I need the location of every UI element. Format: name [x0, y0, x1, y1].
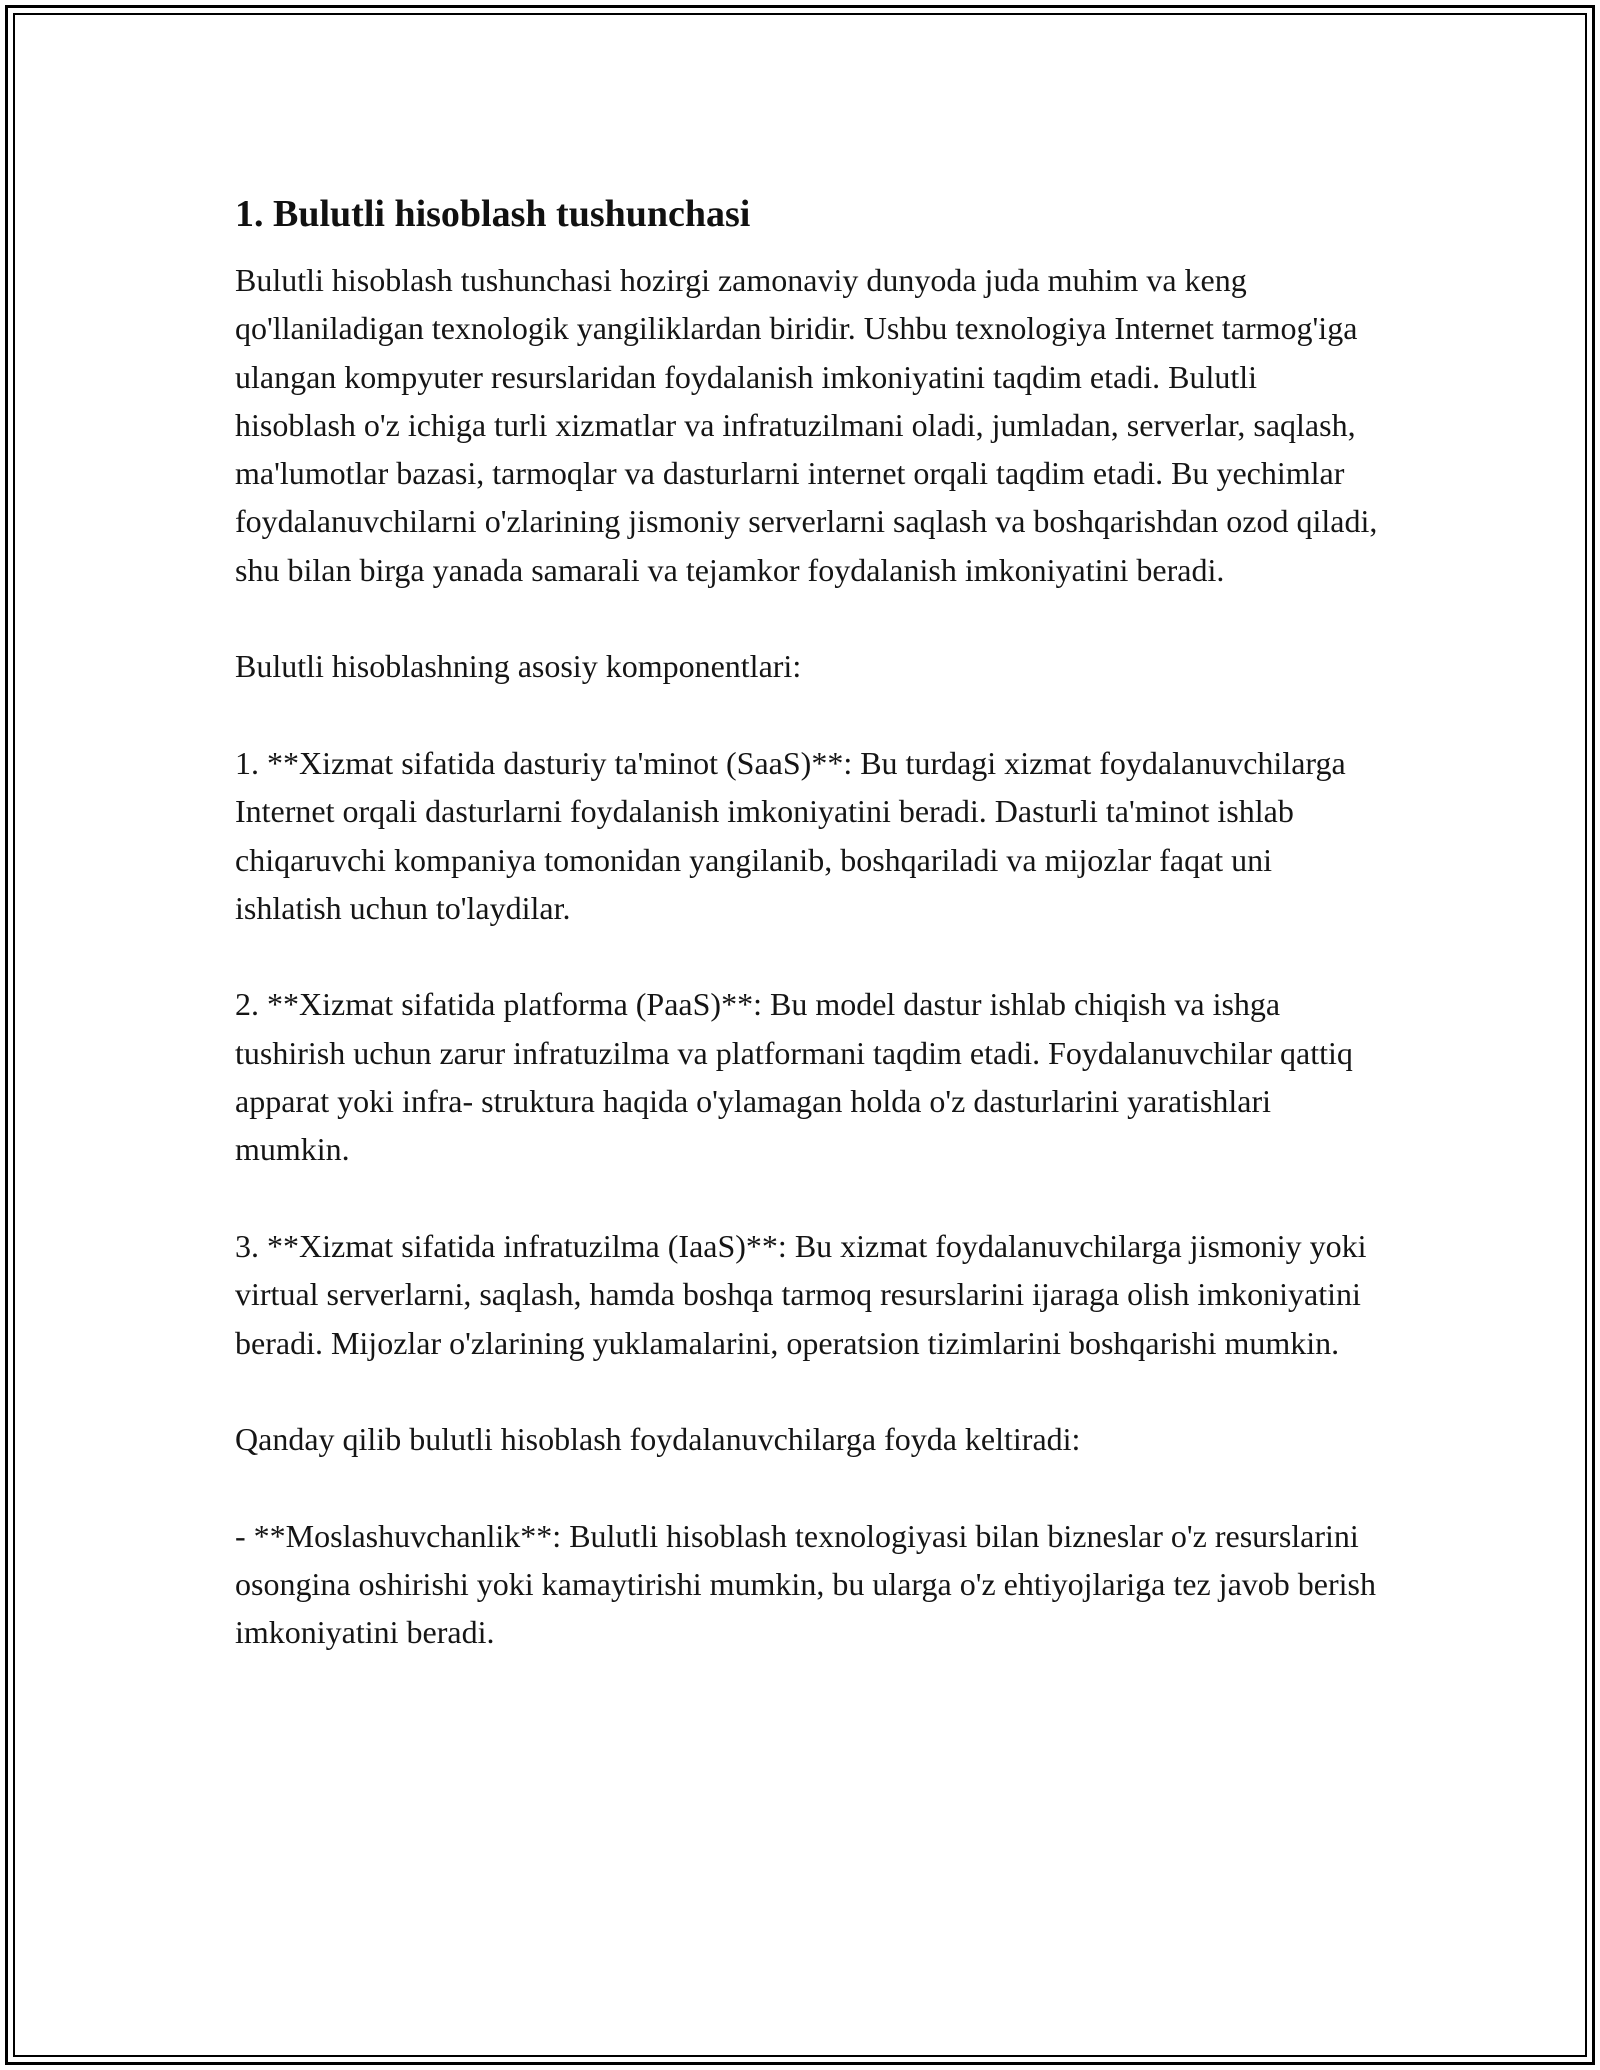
- list-item-saas: 1. **Xizmat sifatida dasturiy ta'minot (SaaS)**: Bu turdagi xizmat foydalanuvchilarga Internet orqali dasturlarni foydalanish imkoniyatini beradi. Dasturli ta'minot ishlab chiqaruvchi kompaniya tomonidan yangilanib, boshqariladi va mijozlar faqat uni ishlatish uchun to'laydilar.: [235, 744, 1346, 926]
- paragraph-spacer: [235, 1463, 1385, 1511]
- paragraph-spacer: [235, 1174, 1385, 1222]
- document-title: 1. Bulutli hisoblash tushunchasi: [235, 193, 751, 235]
- paragraph-spacer: [235, 691, 1385, 739]
- paragraph-spacer: [235, 594, 1385, 642]
- benefits-heading: Qanday qilib bulutli hisoblash foydalanuvchilarga foyda keltiradi:: [235, 1421, 1081, 1458]
- list-item-iaas: 3. **Xizmat sifatida infratuzilma (IaaS)**: Bu xizmat foydalanuvchilarga jismoniy yoki virtual serverlarni, saqlash, hamda boshqa tarmoq resurslarini ijaraga olish imkoniyatini beradi. Mijozlar o'zlarining yuklamalarini, operatsion tizimlarini boshqarishi mumkin.: [235, 1227, 1367, 1361]
- benefit-flexibility: - **Moslashuvchanlik**: Bulutli hisoblash texnologiyasi bilan bizneslar o'z resurslarini osongina oshirishi yoki kamaytirishi mumkin, bu ularga o'z ehtiyojlariga tez javob berish imkoniyatini beradi.: [235, 1517, 1376, 1651]
- document-body: [235, 186, 1385, 1657]
- paragraph-spacer: [235, 1367, 1385, 1415]
- paragraph-spacer: [235, 932, 1385, 980]
- list-item-paas: 2. **Xizmat sifatida platforma (PaaS)**: Bu model dastur ishlab chiqish va ishga tushirish uchun zarur infratuzilma va platformani taqdim etadi. Foydalanuvchilar qattiq apparat yoki infra- struktura haqida o'ylamagan holda o'z dasturlarini yaratishlari mumkin.: [235, 986, 1353, 1168]
- components-heading: Bulutli hisoblashning asosiy komponentlari:: [235, 648, 802, 685]
- intro-paragraph: Bulutli hisoblash tushunchasi hozirgi zamonaviy dunyoda juda muhim va keng qo'llaniladigan texnologik yangiliklardan biridir. Ushbu texnologiya Internet tarmog'iga ulangan kompyuter resurslaridan foydalanish imkoniyatini taqdim etadi. Bulutli hisoblash o'z ichiga turli xizmatlar va infratuzilmani oladi, jumladan, serverlar, saqlash, ma'lumotlar bazasi, tarmoqlar va dasturlarni internet orqali taqdim etadi. Bu yechimlar foydalanuvchilarni o'zlarining jismoniy serverlarni saqlash va boshqarishdan ozod qiladi, shu bilan birga yanada samarali va tejamkor foydalanish imkoniyatini beradi.: [235, 262, 1378, 588]
